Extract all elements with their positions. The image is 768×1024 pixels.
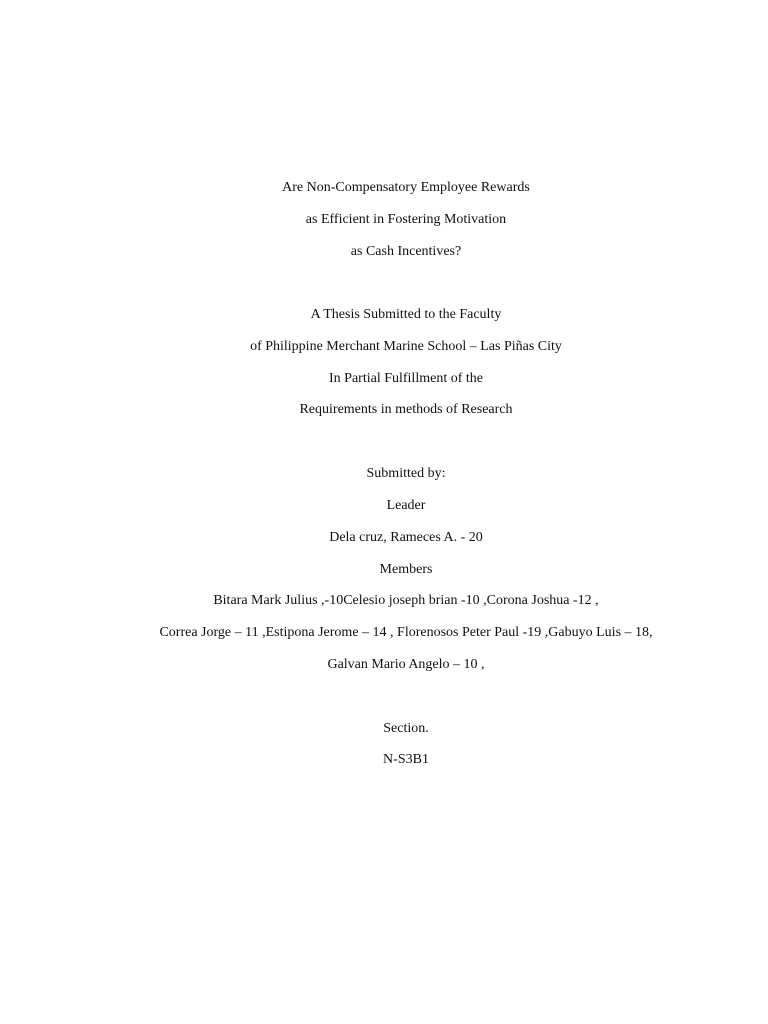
leader-label: Leader [386, 498, 426, 513]
section-value: N-S3B1 [383, 752, 429, 767]
thesis-title-line-2: as Efficient in Fostering Motivation [305, 212, 507, 227]
thesis-title-line-3: as Cash Incentives? [350, 244, 462, 259]
members-line-3: Galvan Mario Angelo – 10 , [327, 657, 485, 672]
submission-line-4: Requirements in methods of Research [299, 402, 513, 417]
thesis-title-line-1: Are Non-Compensatory Employee Rewards [282, 180, 530, 195]
leader-name: Dela cruz, Rameces A. - 20 [329, 530, 483, 545]
members-line-2: Correa Jorge – 11 ,Estipona Jerome – 14 , Florenosos Peter Paul -19 ,Gabuyo Luis – 18, [159, 625, 653, 640]
members-label: Members [379, 562, 433, 577]
members-line-1: Bitara Mark Julius ,-10Celesio joseph brian -10 ,Corona Joshua -12 , [213, 593, 599, 608]
submitted-by-label: Submitted by: [366, 466, 446, 481]
submission-line-3: In Partial Fulfillment of the [329, 371, 483, 386]
submission-line-1: A Thesis Submitted to the Faculty [310, 307, 502, 322]
section-label: Section. [383, 721, 429, 736]
submission-line-2: of Philippine Merchant Marine School – Las Piñas City [250, 339, 562, 354]
